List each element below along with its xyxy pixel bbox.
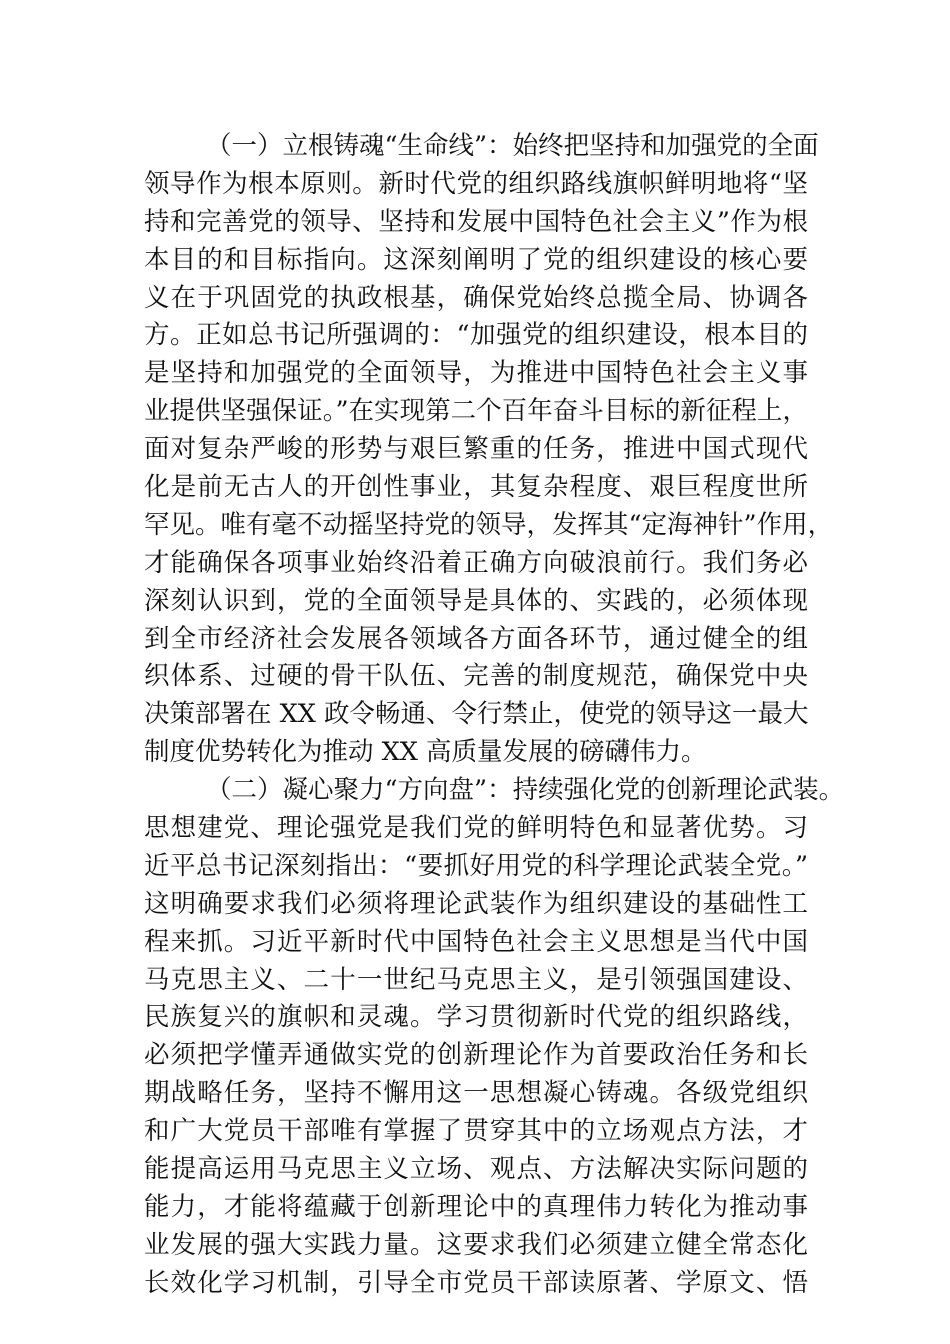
text-line: （一）立根铸魂“生命线”：始终把坚持和加强党的全面 [206, 131, 819, 161]
text-line: 化是前无古人的开创性事业，其复杂程度、艰巨程度世所 [144, 472, 808, 503]
text-line: 长效化学习机制，引导全市党员干部读原著、学原文、悟 [144, 1267, 808, 1298]
text-line: 罕见。唯有毫不动摇坚持党的领导，发挥其“定海神针”作用， [144, 509, 834, 540]
text-line: 织体系、过硬的骨干队伍、完善的制度规范，确保党中央 [144, 661, 808, 692]
text-line: 义在于巩固党的执政根基，确保党始终总揽全局、协调各 [144, 282, 808, 313]
text-line: 本目的和目标指向。这深刻阐明了党的组织建设的核心要 [144, 244, 808, 275]
text-line: 深刻认识到，党的全面领导是具体的、实践的，必须体现 [144, 585, 808, 616]
text-line: 能力，才能将蕴藏于创新理论中的真理伟力转化为推动事 [144, 1191, 808, 1222]
text-line: （二）凝心聚力“方向盘”：持续强化党的创新理论武装。 [206, 775, 845, 806]
text-line: 业提供坚强保证。”在实现第二个百年奋斗目标的新征程上， [144, 396, 808, 427]
paragraph-1 [144, 128, 834, 772]
text-line: 程来抓。习近平新时代中国特色社会主义思想是当代中国 [144, 926, 808, 957]
text-line: 决策部署在 XX 政令畅通、令行禁止，使党的领导这一最大 [144, 699, 809, 730]
text-line: 民族复兴的旗帜和灵魂。学习贯彻新时代党的组织路线， [144, 1002, 808, 1033]
text-line: 制度优势转化为推动 XX 高质量发展的磅礴伟力。 [144, 737, 707, 768]
text-line: 必须把学懂弄通做实党的创新理论作为首要政治任务和长 [144, 1040, 808, 1071]
text-line: 这明确要求我们必须将理论武装作为组织建设的基础性工 [144, 888, 808, 919]
text-line: 方。正如总书记所强调的：“加强党的组织建设，根本目的 [144, 320, 808, 351]
text-line: 领导作为根本原则。新时代党的组织路线旗帜鲜明地将“坚 [144, 168, 808, 199]
text-line: 和广大党员干部唯有掌握了贯穿其中的立场观点方法，才 [144, 1116, 808, 1147]
text-line: 才能确保各项事业始终沿着正确方向破浪前行。我们务必 [144, 547, 808, 578]
text-line: 能提高运用马克思主义立场、观点、方法解决实际问题的 [144, 1154, 808, 1185]
text-line: 业发展的强大实践力量。这要求我们必须建立健全常态化 [144, 1229, 808, 1260]
text-line: 近平总书记深刻指出：“要抓好用党的科学理论武装全党。” [144, 850, 808, 881]
text-line: 思想建党、理论强党是我们党的鲜明特色和显著优势。习 [144, 813, 808, 844]
text-line: 期战略任务，坚持不懈用这一思想凝心铸魂。各级党组织 [144, 1078, 808, 1109]
text-line: 到全市经济社会发展各领域各方面各环节，通过健全的组 [144, 623, 808, 654]
text-line: 是坚持和加强党的全面领导，为推进中国特色社会主义事 [144, 358, 808, 389]
text-line: 持和完善党的领导、坚持和发展中国特色社会主义”作为根 [144, 206, 808, 237]
paragraph-2 [144, 772, 845, 1302]
text-line: 面对复杂严峻的形势与艰巨繁重的任务，推进中国式现代 [144, 434, 808, 465]
document-body [144, 128, 845, 1303]
text-line: 马克思主义、二十一世纪马克思主义，是引领强国建设、 [144, 964, 808, 995]
